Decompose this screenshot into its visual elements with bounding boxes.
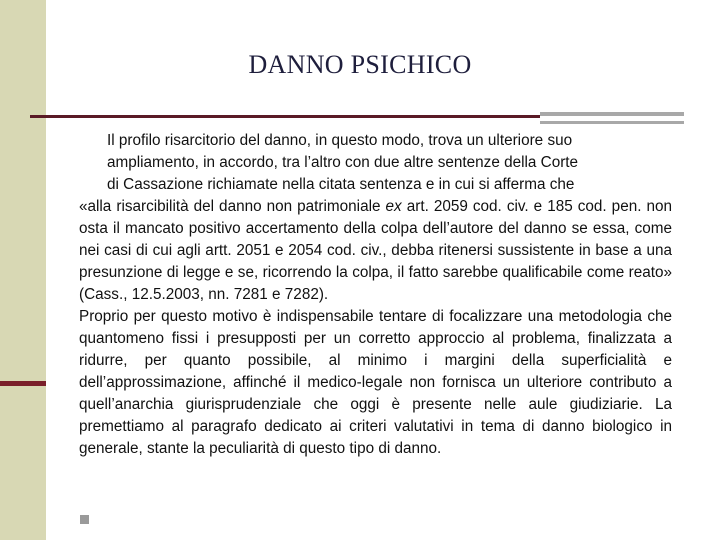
intro-line: ampliamento, in accordo, tra l’altro con due altre sentenze della Corte xyxy=(107,154,579,171)
quote-text-end: art. 2059 cod. civ. e 185 cod. pen. non osta il mancato positivo accertamento della colpa dell’autore del danno se essa, come nei casi di cui agli artt. 2051 e 2054 cod. civ., debba ritenersi sussistente in base a una presunzione di legge e se, ricorrendo la colpa, il fatto sarebbe qualificabile come reato» (Cass., 12.5.2003, nn. 7281 e 7282). xyxy=(79,198,673,303)
title-divider xyxy=(30,115,540,118)
intro-line: di Cassazione richiamate nella citata sentenza e in cui si afferma che xyxy=(107,176,575,193)
left-band-accent xyxy=(0,381,46,386)
quote-text-start: «alla risarcibilità del danno non patrimoniale xyxy=(79,198,386,215)
slide-body xyxy=(79,130,672,460)
slide-title: DANNO PSICHICO xyxy=(248,50,472,79)
method-paragraph: Proprio per questo motivo è indispensabile tentare di focalizzare una metodologia che quantomeno fissi i presupposti per un corretto approccio al problema, finalizzata a ridurre, per quanto possibile, al minimo i margini della superficialità e dell’approssimazione, affinché il medico-legale non fornisca un ulteriore contributo a quell’anarchia giurisprudenziale che oggi è presente nelle aule giudiziarie. La premettiamo al paragrafo dedicato ai criteri valutativi in tema di danno biologico in generale, stante la peculiarità di questo tipo di danno. xyxy=(79,308,672,457)
title-divider-gray-top xyxy=(540,112,684,116)
intro-line: Il profilo risarcitorio del danno, in questo modo, trova un ulteriore suo xyxy=(107,132,573,149)
quote-latin-term: ex xyxy=(385,198,402,215)
empty-bullet-icon xyxy=(80,515,89,524)
left-decorative-band xyxy=(0,0,46,540)
title-divider-gray-bottom xyxy=(540,121,684,124)
quote-paragraph xyxy=(79,196,672,306)
intro-paragraph xyxy=(79,130,672,196)
